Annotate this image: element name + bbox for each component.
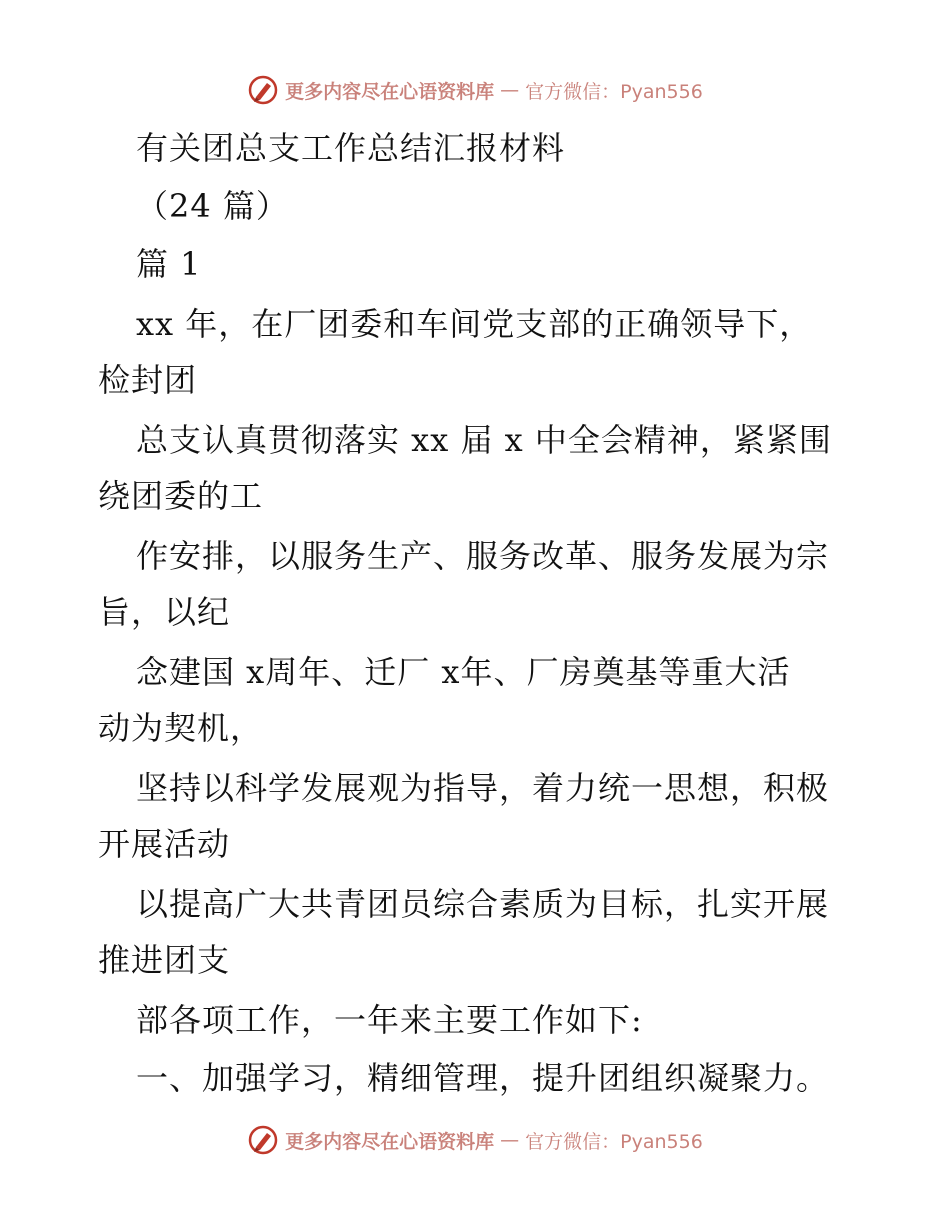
paragraph-line: 作安排，以服务生产、服务改革、服务发展为宗 bbox=[136, 537, 830, 575]
document-subtitle: （24 篇） bbox=[136, 187, 289, 225]
footer-watermark bbox=[0, 1120, 950, 1160]
paragraph-line: 开展活动 bbox=[98, 825, 231, 863]
watermark-site-text: 更多内容尽在心语资料库 bbox=[285, 1130, 495, 1153]
pen-logo-icon bbox=[247, 1124, 279, 1156]
paragraph-line: 部各项工作，一年来主要工作如下: bbox=[136, 1001, 643, 1039]
section-heading-1: 一、加强学习，精细管理，提升团组织凝聚力。 bbox=[136, 1059, 830, 1097]
paragraph-line: 动为契机， bbox=[98, 709, 264, 747]
paragraph-line: 以提高广大共青团员综合素质为目标，扎实开展 bbox=[136, 885, 830, 923]
paragraph-line: 绕团委的工 bbox=[98, 477, 264, 515]
watermark-separator: — bbox=[500, 79, 520, 101]
paragraph-line: 坚持以科学发展观为指导，着力统一思想，积极 bbox=[136, 769, 830, 807]
document-title: 有关团总支工作总结汇报材料 bbox=[136, 129, 566, 167]
paragraph-line: 念建国 x周年、迁厂 x年、厂房奠基等重大活 bbox=[136, 653, 791, 691]
paragraph-line: 总支认真贯彻落实 xx 届 x 中全会精神，紧紧围 bbox=[136, 421, 832, 459]
paragraph-line: 旨，以纪 bbox=[98, 593, 231, 631]
section-heading: 篇 1 bbox=[136, 245, 202, 283]
watermark-separator: — bbox=[500, 1129, 520, 1151]
watermark-wechat-text: 官方微信：Pyan556 bbox=[525, 1130, 703, 1153]
watermark-site-text: 更多内容尽在心语资料库 bbox=[285, 80, 495, 103]
paragraph-line: 检封团 bbox=[98, 361, 198, 399]
paragraph-line: xx 年，在厂团委和车间党支部的正确领导下， bbox=[136, 305, 813, 343]
header-watermark bbox=[0, 70, 950, 110]
watermark-wechat-text: 官方微信：Pyan556 bbox=[525, 80, 703, 103]
pen-logo-icon bbox=[247, 74, 279, 106]
paragraph-line: 推进团支 bbox=[98, 941, 231, 979]
